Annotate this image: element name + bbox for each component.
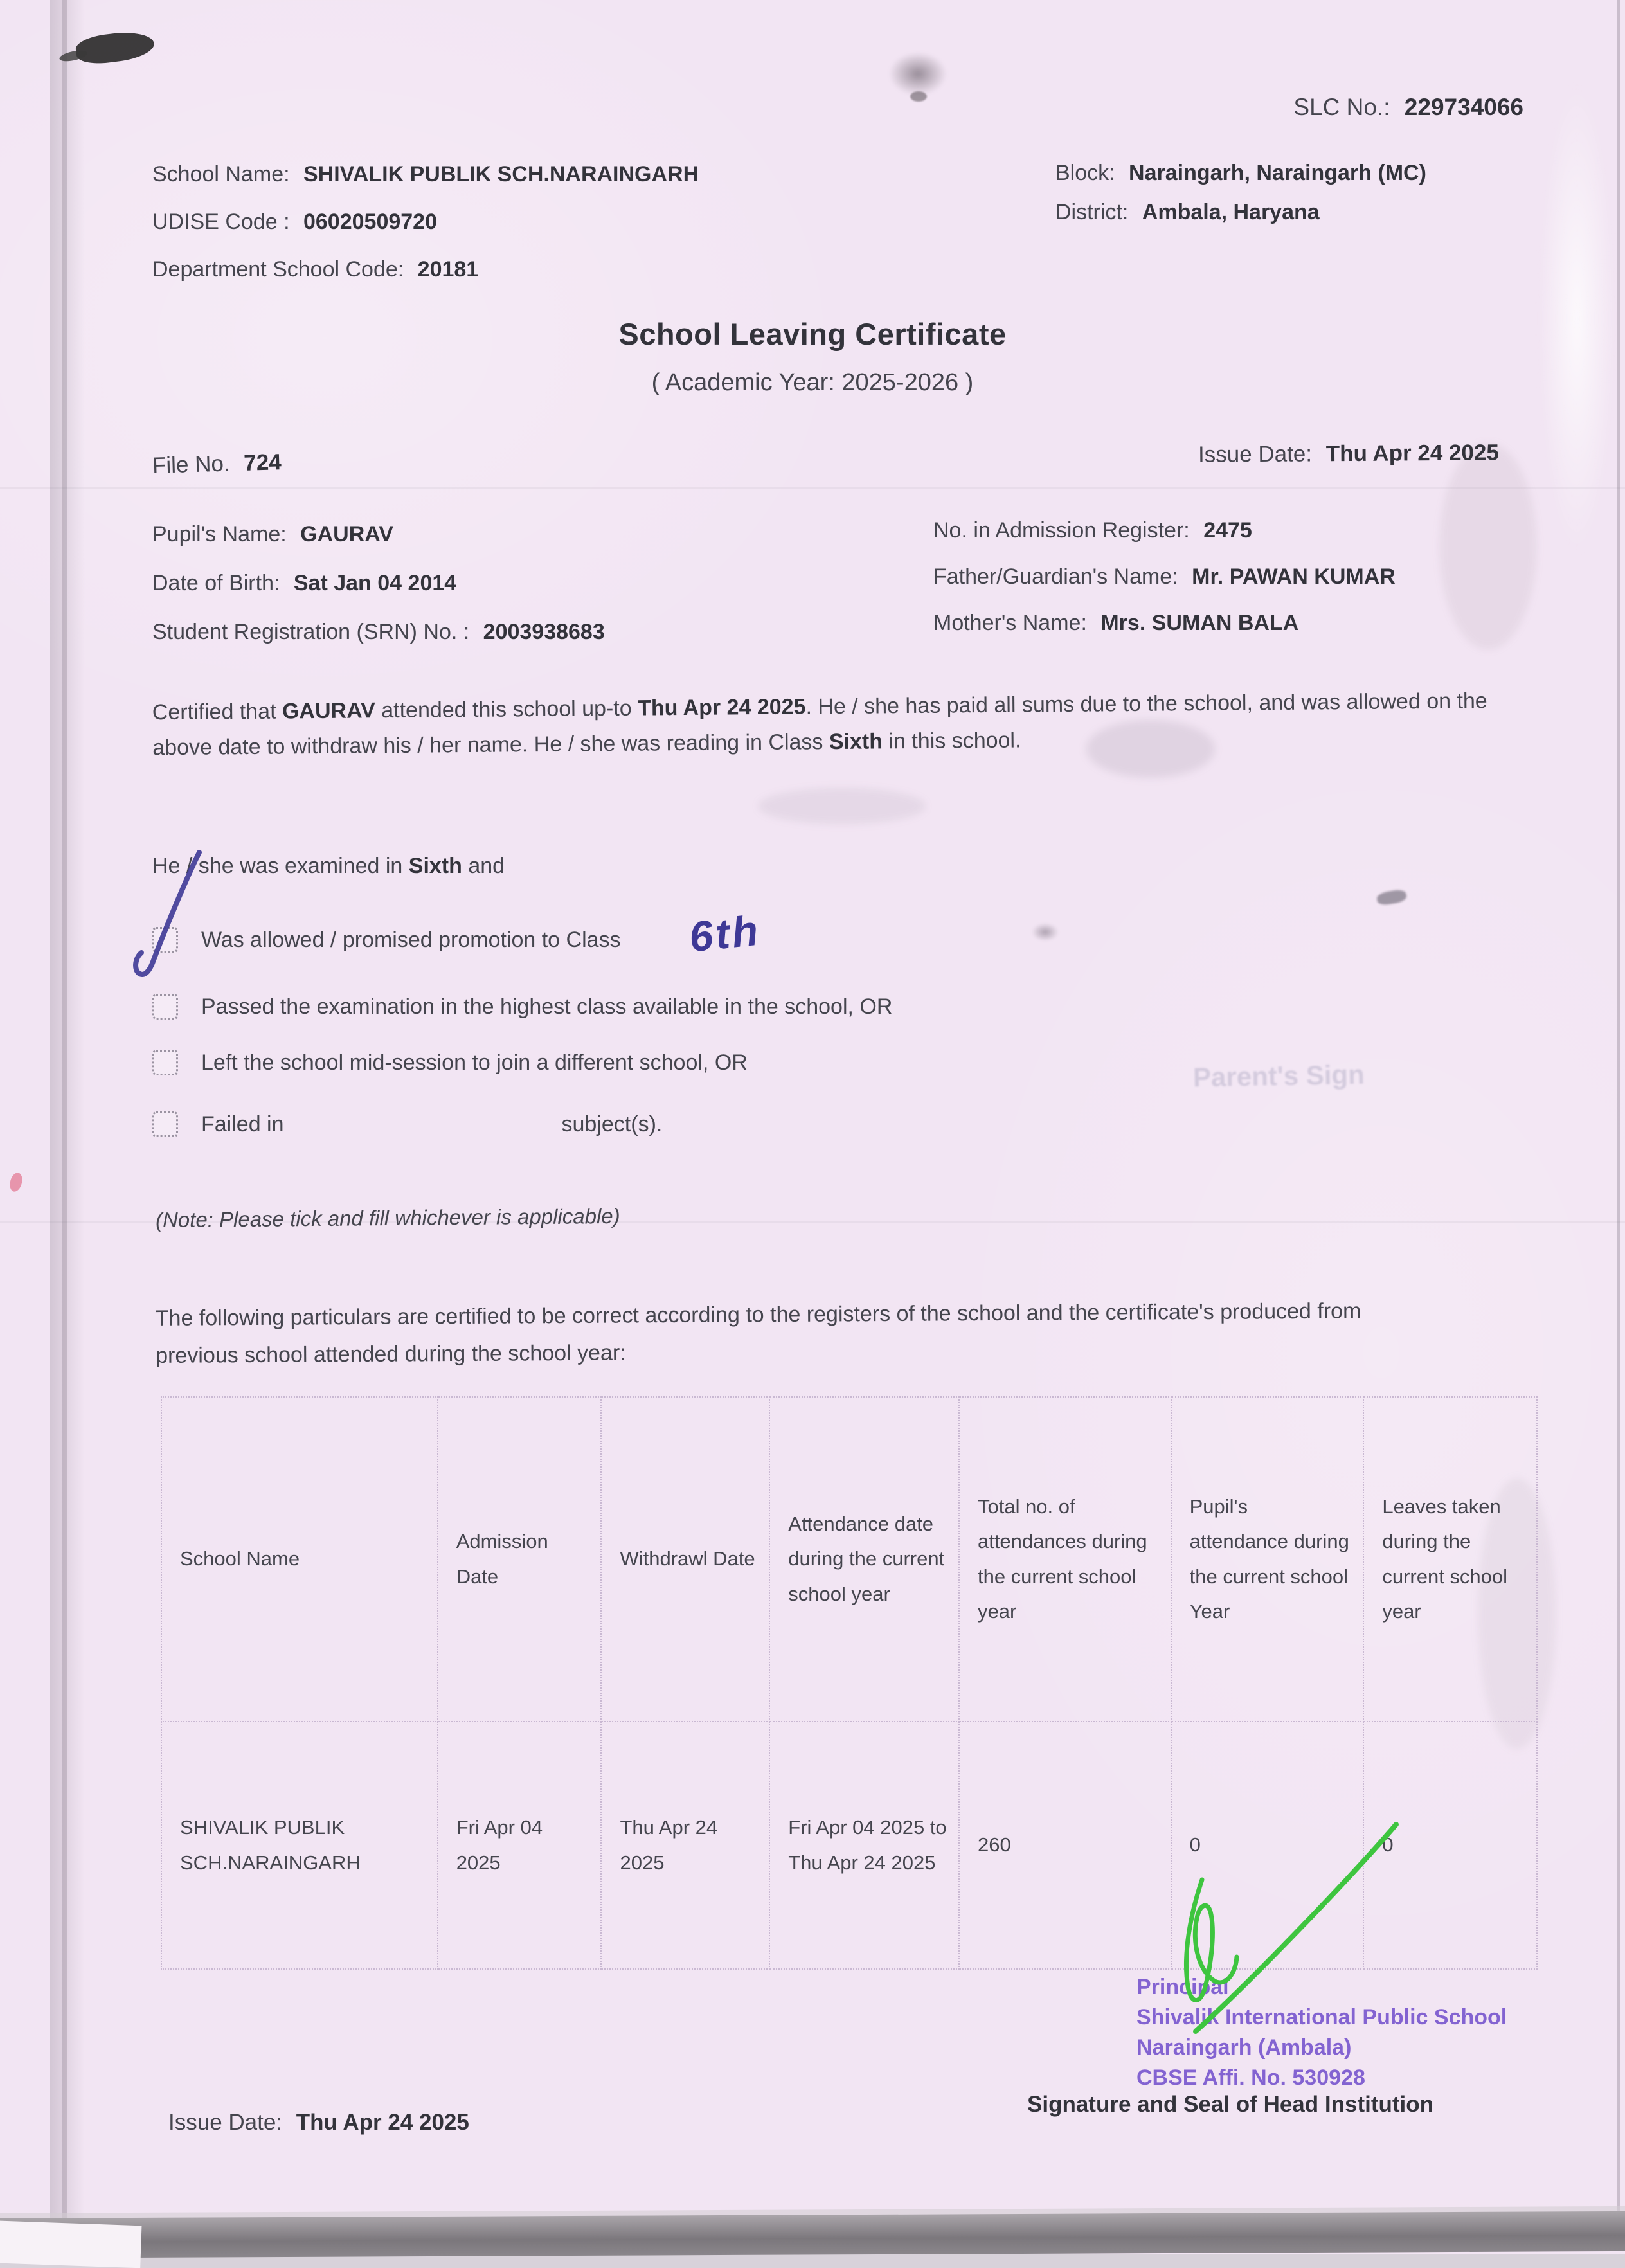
principal-signature [1126, 1818, 1409, 2043]
scan-artifact [8, 1171, 24, 1193]
school-name-field [152, 162, 699, 187]
cell-admission-date: Fri Apr 04 2025 [438, 1722, 602, 1969]
pupil-name-field [152, 522, 605, 547]
udise-code-value: 06020509720 [303, 210, 437, 234]
note-line: (Note: Please tick and fill whichever is applicable) [155, 1203, 620, 1232]
cell-school-name: SHIVALIK PUBLIK SCH.NARAINGARH [161, 1722, 438, 1969]
mother-name-label: Mother's Name: [933, 611, 1087, 635]
srn-label: Student Registration (SRN) No. : [152, 620, 470, 644]
certified-pupil-name: GAURAV [282, 698, 375, 724]
column-header-school-name: School Name [161, 1397, 438, 1722]
cell-attendance-date: Fri Apr 04 2025 to Thu Apr 24 2025 [769, 1722, 959, 1969]
option-passed-highest-class [152, 994, 892, 1020]
district-field [1055, 200, 1426, 225]
guardian-info-block [933, 518, 1396, 657]
block-label: Block: [1055, 161, 1115, 185]
stamp-line-principal: Principal [1136, 1975, 1229, 1999]
school-name-label: School Name: [152, 162, 290, 186]
slc-number-value: 229734066 [1404, 94, 1523, 120]
date-of-birth-field [152, 571, 605, 596]
page-title: School Leaving Certificate [618, 317, 1007, 351]
admission-register-value: 2475 [1203, 518, 1252, 543]
slc-number-label: SLC No.: [1293, 94, 1390, 120]
school-name-value: SHIVALIK PUBLIK SCH.NARAINGARH [303, 162, 699, 186]
date-of-birth-value: Sat Jan 04 2014 [293, 571, 457, 595]
pupil-name-value: GAURAV [300, 522, 393, 546]
mother-name-value: Mrs. SUMAN BALA [1100, 611, 1299, 635]
pupil-name-label: Pupil's Name: [152, 522, 287, 546]
file-number-label: File No. [152, 451, 231, 478]
certified-date: Thu Apr 24 2025 [637, 694, 806, 721]
issue-date-value: Thu Apr 24 2025 [1325, 440, 1500, 467]
examined-class: Sixth [408, 854, 462, 878]
option-failed-suffix: subject(s). [561, 1112, 663, 1137]
father-name-field [933, 564, 1396, 590]
stamp-line-place: Naraingarh (Ambala) [1136, 2035, 1352, 2060]
cell-pupil-attendance: 0 [1171, 1722, 1364, 1969]
mother-name-field [933, 611, 1396, 636]
option-promotion-label: Was allowed / promised promotion to Class [201, 927, 621, 952]
certified-text: Certified that [152, 699, 283, 725]
certified-paragraph [152, 683, 1516, 766]
certified-class: Sixth [829, 729, 883, 755]
district-label: District: [1055, 200, 1129, 224]
cell-leaves-taken: 0 [1363, 1722, 1537, 1969]
srn-value: 2003938683 [483, 620, 605, 644]
location-info-block [1055, 161, 1426, 239]
issue-date-label: Issue Date: [1198, 441, 1313, 467]
checkbox-failed-in [152, 1112, 178, 1137]
department-code-value: 20181 [417, 257, 479, 282]
issue-date-field [1198, 440, 1499, 467]
academic-year: ( Academic Year: 2025-2026 ) [651, 369, 974, 396]
option-failed-label: Failed in [201, 1112, 284, 1137]
admission-register-label: No. in Admission Register: [933, 518, 1190, 543]
certified-text: . He / she has paid all sums due to the school, and was allowed on the above date to withdraw his / her name. He / she was reading in Class [152, 688, 1487, 760]
examined-text: He / she was examined in [152, 854, 409, 878]
option-left-label: Left the school mid-session to join a different school, OR [201, 1050, 748, 1075]
checkbox-passed-highest-class [152, 994, 178, 1020]
checkbox-left-mid-session [152, 1050, 178, 1076]
signature-caption: Signature and Seal of Head Institution [1027, 2092, 1433, 2117]
option-failed-in [152, 1112, 662, 1137]
footer-issue-date-field [168, 2110, 469, 2136]
option-passed-label: Passed the examination in the highest class available in the school, OR [201, 994, 893, 1019]
father-name-label: Father/Guardian's Name: [933, 564, 1178, 589]
block-field [1055, 161, 1426, 186]
option-promotion [152, 927, 621, 953]
department-code-field [152, 257, 699, 282]
particulars-intro: The following particulars are certified to be correct according to the registers of the school and the certificate's produced from previous school attended during the school year: [155, 1299, 1361, 1369]
scan-artifact [759, 788, 926, 824]
scan-artifact [1440, 444, 1536, 649]
stamp-line-school: Shivalik International Public School [1136, 2005, 1507, 2030]
father-name-value: Mr. PAWAN KUMAR [1192, 564, 1396, 589]
scan-artifact [910, 91, 927, 102]
scan-artifact [1376, 888, 1408, 906]
scan-artifact [0, 2211, 1625, 2258]
bleed-through-parent-sign: Parent's Sign [1192, 1059, 1365, 1093]
srn-field [152, 620, 605, 645]
scan-artifact [0, 487, 1625, 489]
udise-code-label: UDISE Code : [152, 210, 290, 234]
admission-register-field [933, 518, 1396, 543]
file-number-value: 724 [243, 449, 282, 476]
table-header-row [161, 1397, 1537, 1722]
stamp-line-cbse: CBSE Affi. No. 530928 [1136, 2066, 1365, 2090]
column-header-admission-date: Admission Date [438, 1397, 602, 1722]
cell-withdrawl-date: Thu Apr 24 2025 [601, 1722, 769, 1969]
school-info-block [152, 162, 699, 305]
footer-issue-date-value: Thu Apr 24 2025 [296, 2110, 469, 2135]
footer-issue-date-label: Issue Date: [168, 2110, 283, 2135]
file-number-field [152, 449, 282, 479]
block-value: Naraingarh, Naraingarh (MC) [1129, 161, 1426, 185]
cell-total-attendances: 260 [959, 1722, 1171, 1969]
pupil-info-block [152, 522, 605, 669]
examined-text: and [462, 854, 505, 878]
date-of-birth-label: Date of Birth: [152, 571, 280, 595]
udise-code-field [152, 210, 699, 235]
certified-text: attended this school up-to [375, 696, 638, 723]
scan-artifact [0, 2220, 141, 2268]
scan-artifact [1026, 919, 1064, 945]
column-header-attendance-date: Attendance date during the current school year [769, 1397, 959, 1722]
department-code-label: Department School Code: [152, 257, 404, 282]
scan-artifact [75, 29, 156, 67]
handwritten-tick-mark [127, 847, 217, 989]
column-header-total-attendances: Total no. of attendances during the current school year [959, 1397, 1171, 1722]
option-left-mid-session [152, 1050, 748, 1076]
district-value: Ambala, Haryana [1142, 200, 1320, 224]
certified-text: in this school. [882, 728, 1021, 754]
handwritten-promotion-class: 6th [687, 906, 763, 961]
column-header-pupil-attendance: Pupil's attendance during the current school Year [1171, 1397, 1364, 1722]
column-header-withdrawl-date: Withdrawl Date [601, 1397, 769, 1722]
slc-number-field [1293, 94, 1523, 121]
column-header-leaves-taken: Leaves taken during the current school year [1363, 1397, 1537, 1722]
